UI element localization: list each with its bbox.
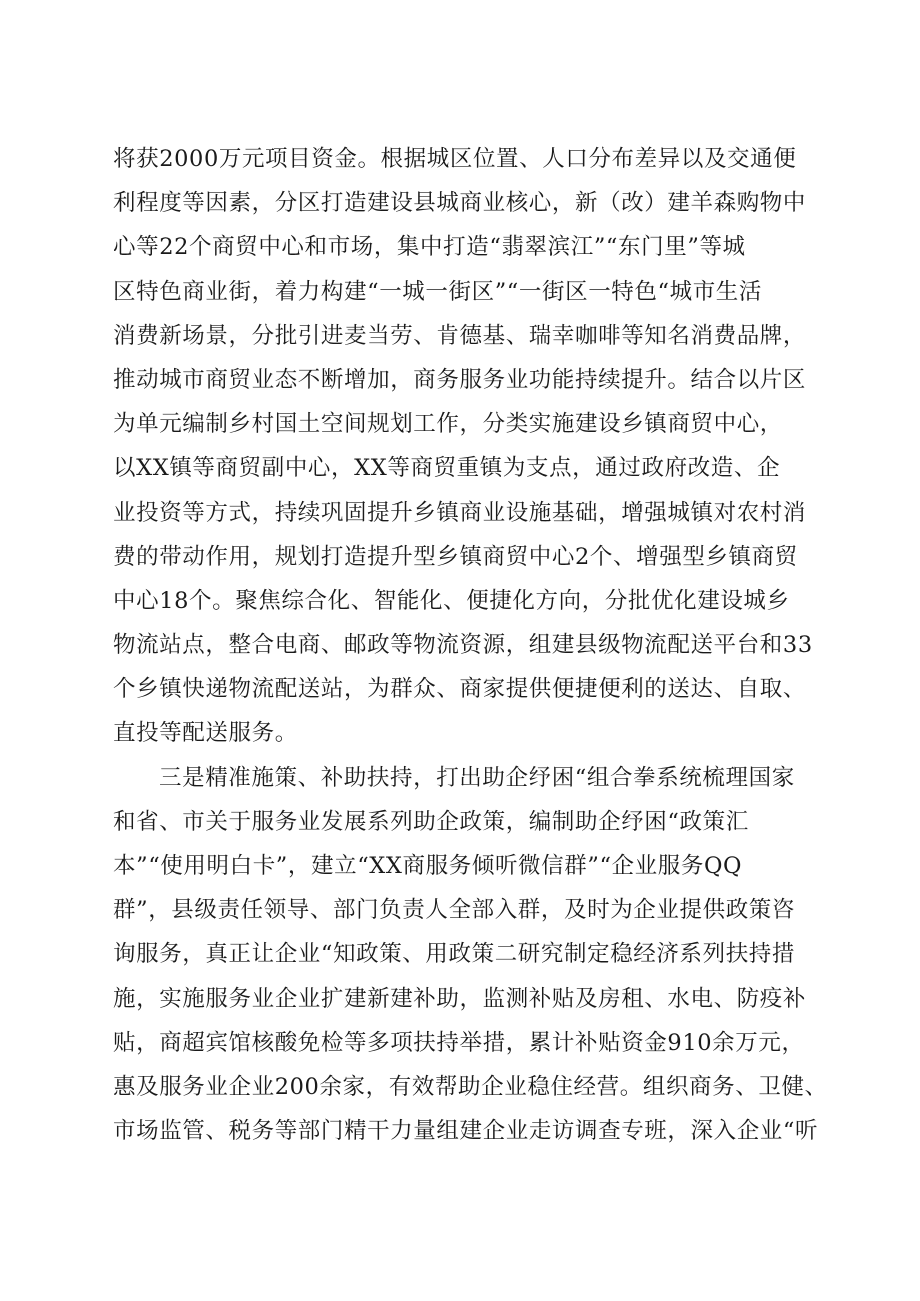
- text-line: 惠及服务业企业200余家，有效帮助企业稳住经营。组织商务、卫健、: [113, 1073, 828, 1100]
- text-line: 业投资等方式，持续巩固提升乡镇商业设施基础，增强城镇对农村消: [113, 499, 807, 526]
- text-line: 个乡镇快递物流配送站，为群众、商家提供便捷便利的送达、自取、: [113, 676, 807, 703]
- text-line: 中心18个。聚焦综合化、智能化、便捷化方向，分批优化建设城乡: [113, 587, 790, 614]
- text-line: 消费新场景，分批引进麦当劳、肯德基、瑞幸咖啡等知名消费品牌，: [113, 322, 807, 349]
- paragraph-2: [113, 756, 828, 1154]
- text-line: 费的带动作用，规划打造提升型乡镇商贸中心2个、增强型乡镇商贸: [113, 543, 798, 570]
- text-line: 直投等配送服务。: [113, 720, 298, 747]
- text-line: 本”“使用明白卡”，建立“XX商服务倾听微信群”“企业服务QQ: [113, 853, 743, 879]
- text-line: 和省、市关于服务业发展系列助企政策，编制助企纾困“政策汇: [113, 808, 749, 835]
- text-line: 市场监管、税务等部门精干力量组建企业走访调查专班，深入企业“听: [113, 1118, 819, 1145]
- text-line: 询服务，真正让企业“知政策、用政策二研究制定稳经济系列扶持措: [113, 941, 796, 968]
- text-line: 利程度等因素，分区打造建设县城商业核心，新（改）建羊森购物中: [113, 190, 807, 217]
- text-line: 三是精准施策、补助扶持，打出助企纾困“组合拳系统梳理国家: [159, 764, 795, 791]
- text-line: 区特色商业街，着力构建“一城一街区”“一街区一特色“城市生活: [113, 278, 763, 305]
- paragraph-1: [113, 137, 813, 756]
- text-line: 心等22个商贸中心和市场，集中打造“翡翠滨江”“东门里”等城: [113, 234, 746, 261]
- text-line: 贴，商超宾馆核酸免检等多项扶持举措，累计补贴资金910余万元，: [113, 1029, 805, 1056]
- text-line: 施，实施服务业企业扩建新建补助，监测补贴及房租、水电、防疫补: [113, 985, 807, 1012]
- text-line: 为单元编制乡村国土空间规划工作，分类实施建设乡镇商贸中心，: [113, 411, 783, 438]
- text-line: 物流站点，整合电商、邮政等物流资源，组建县级物流配送平台和33: [113, 632, 813, 659]
- body-text: [113, 137, 828, 1153]
- text-line: 推动城市商贸业态不断增加，商务服务业功能持续提升。结合以片区: [113, 366, 807, 393]
- text-line: 以XX镇等商贸副中心，XX等商贸重镇为支点，通过政府改造、企: [113, 455, 781, 482]
- text-line: 将获2000万元项目资金。根据城区位置、人口分布差异以及交通便: [113, 146, 797, 172]
- text-line: 群”，县级责任领导、部门负责人全部入群，及时为企业提供政策咨: [113, 897, 796, 924]
